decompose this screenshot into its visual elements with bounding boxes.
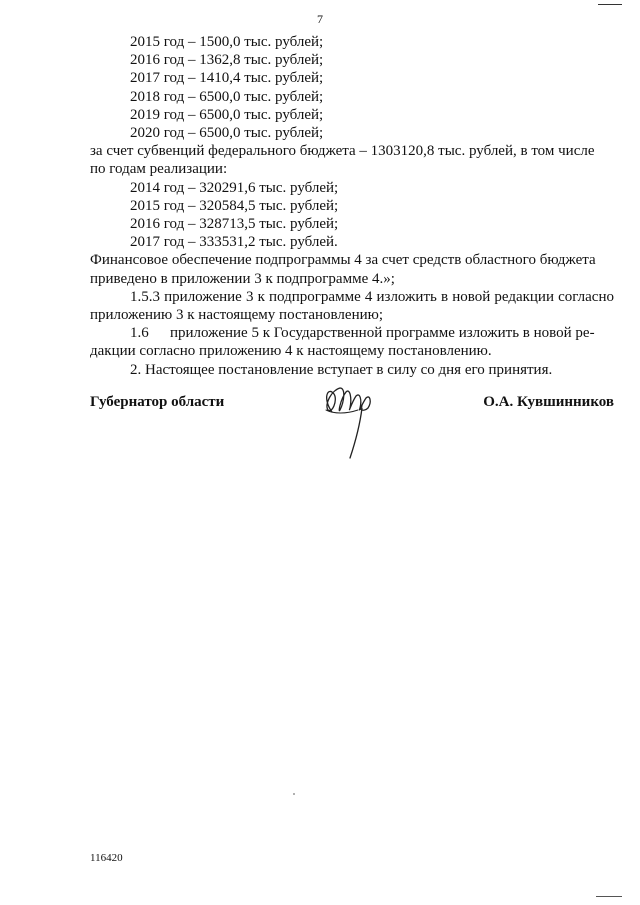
financing-line-2: приведено в приложении 3 к подпрограмме 4.»; (90, 270, 395, 287)
list-item: 2019 год – 6500,0 тыс. рублей; (130, 106, 324, 123)
bottom-corner-mark (596, 894, 622, 897)
signatory-title: Губернатор области (90, 394, 225, 410)
list-item: 2015 год – 1500,0 тыс. рублей; (130, 34, 324, 50)
list-item: 2015 год – 320584,5 тыс. рублей; (130, 197, 339, 214)
item-1-5-3: 1.5.3 приложение 3 к подпрограмме 4 изложить в новой редакции согласно приложению 3 к настоящему постановлению; (90, 288, 614, 324)
list-item: 2020 год – 6500,0 тыс. рублей; (130, 125, 324, 142)
page-number: 7 (317, 12, 323, 26)
item-1-6-continuation: дакции согласно приложению 4 к настоящему постановлению. (90, 343, 492, 360)
financing-line-1: Финансовое обеспечение подпрограммы 4 за счет средств областного бюджета (90, 252, 596, 269)
list-item: 2016 год – 328713,5 тыс. рублей; (130, 216, 339, 233)
signatory-name: О.А. Кувшинников (483, 394, 614, 410)
federal-budget-line-2: по годам реализации: (90, 161, 228, 178)
list-item: 2017 год – 333531,2 тыс. рублей. (130, 234, 338, 251)
list-item: 2018 год – 6500,0 тыс. рублей; (130, 88, 324, 105)
document-body (90, 33, 614, 379)
item-1-6 (90, 324, 614, 342)
scan-speck (293, 793, 295, 795)
years-list-1 (90, 33, 614, 142)
top-corner-mark (598, 2, 622, 5)
item-1-6-number: 1.6 (130, 325, 149, 342)
years-list-2 (90, 179, 614, 252)
list-item: 2016 год – 1362,8 тыс. рублей; (130, 52, 324, 69)
list-item: 2017 год – 1410,4 тыс. рублей; (130, 70, 324, 87)
item-1-6-text: приложение 5 к Государственной программе изложить в новой ре- (170, 325, 595, 342)
federal-budget-line-1: за счет субвенций федерального бюджета – 1303120,8 тыс. рублей, в том числе (90, 143, 595, 160)
list-item: 2014 год – 320291,6 тыс. рублей; (130, 179, 339, 196)
handwritten-signature-image (318, 380, 378, 462)
item-2: 2. Настоящее постановление вступает в силу со дня его принятия. (130, 361, 553, 378)
footer-document-code: 116420 (90, 852, 123, 864)
